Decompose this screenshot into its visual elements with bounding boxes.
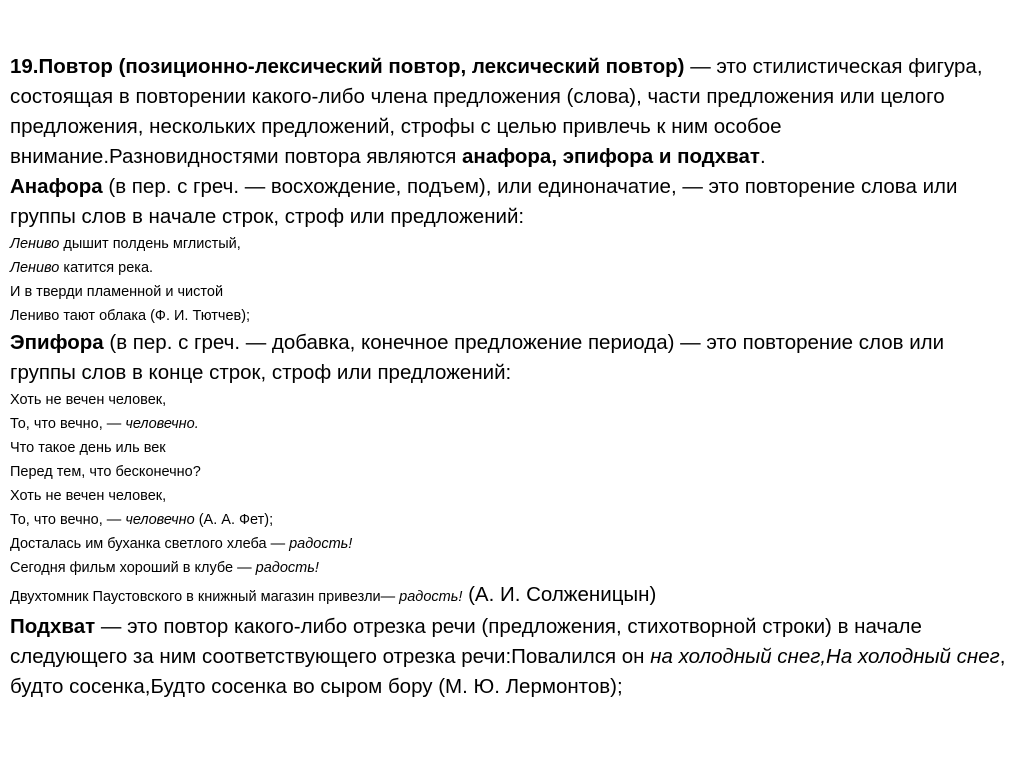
epiphora-line-1: Хоть не вечен человек,: [10, 392, 167, 408]
epiphora-line-9: [10, 580, 1015, 612]
epiphora-line-8-em: радость!: [255, 560, 319, 576]
pickup-rest: , будто сосенка,Будто сосенка во сыром бору (М. Ю. Лермонтов);: [10, 645, 1006, 698]
intro-kinds: анафора, эпифора и подхват: [462, 145, 760, 168]
epiphora-line-6-post: (А. А. Фет);: [194, 512, 274, 528]
epiphora-line-4: Перед тем, что бесконечно?: [10, 464, 201, 480]
anaphora-line-1-rest: дышит полдень мглистый,: [59, 236, 241, 252]
intro-end: .: [759, 145, 766, 168]
epiphora-line-8-pre: Сегодня фильм хороший в клубе —: [10, 560, 256, 576]
epiphora-line-9-post: (А. И. Солженицын): [462, 583, 657, 606]
slide-content: [10, 52, 1015, 702]
anaphora-line-1-em: Лениво: [10, 236, 60, 252]
anaphora-text: (в пер. с греч. — восхождение, подъем), или единоначатие, — это повторение слова или группы слов в начале строк, строф или предложений:: [10, 175, 958, 228]
anaphora-line-3: И в тверди пламенной и чистой: [10, 284, 224, 300]
epiphora-definition: [10, 328, 1015, 388]
anaphora-line-2: [10, 256, 1015, 280]
anaphora-line-1: [10, 232, 1015, 256]
epiphora-line-9-pre: Двухтомник Паустовского в книжный магазин привезли—: [10, 589, 400, 605]
intro-heading: 19.Повтор (позиционно-лексический повтор, лексический повтор): [10, 55, 685, 78]
pickup-em: на холодный снег,На холодный снег: [650, 645, 1000, 668]
epiphora-line-6: [10, 508, 1015, 532]
epiphora-line-8: [10, 556, 1015, 580]
intro-text: — это стилистическая фигура, состоящая в повторении какого-либо члена предложения (слова), части предложения или целого предложения, нескольких предложений, строфы с целью привлечь к ним особое внимание.Разновидностями повтора являются: [10, 55, 983, 168]
epiphora-line-2: [10, 412, 1015, 436]
pickup-term: Подхват: [10, 615, 96, 638]
anaphora-line-2-rest: катится река.: [59, 260, 154, 276]
epiphora-line-7-em: радость!: [289, 536, 353, 552]
epiphora-text: (в пер. с греч. — добавка, конечное предложение периода) — это повторение слов или группы слов в конце строк, строф или предложений:: [10, 331, 945, 384]
anaphora-term: Анафора: [10, 175, 103, 198]
pickup-text: — это повтор какого-либо отрезка речи (предложения, стихотворной строки) в начале следующего за ним соответствующего отрезка речи:Повалился он: [10, 615, 922, 668]
epiphora-example: [10, 388, 1015, 612]
epiphora-line-2-em: человечно.: [125, 416, 199, 432]
epiphora-line-5: Хоть не вечен человек,: [10, 488, 167, 504]
epiphora-line-3: Что такое день иль век: [10, 440, 166, 456]
epiphora-line-6-em: человечно: [125, 512, 195, 528]
anaphora-line-2-em: Лениво: [10, 260, 60, 276]
epiphora-line-7-pre: Досталась им буханка светлого хлеба —: [10, 536, 290, 552]
epiphora-term: Эпифора: [10, 331, 104, 354]
epiphora-line-2-pre: То, что вечно, —: [10, 416, 126, 432]
anaphora-definition: [10, 172, 1015, 232]
epiphora-line-9-em: радость!: [399, 589, 463, 605]
anaphora-example: [10, 232, 1015, 328]
anaphora-line-4: Лениво тают облака (Ф. И. Тютчев);: [10, 308, 251, 324]
intro-paragraph: [10, 52, 1015, 172]
epiphora-line-7: [10, 532, 1015, 556]
epiphora-line-6-pre: То, что вечно, —: [10, 512, 126, 528]
pickup-definition: [10, 612, 1015, 702]
